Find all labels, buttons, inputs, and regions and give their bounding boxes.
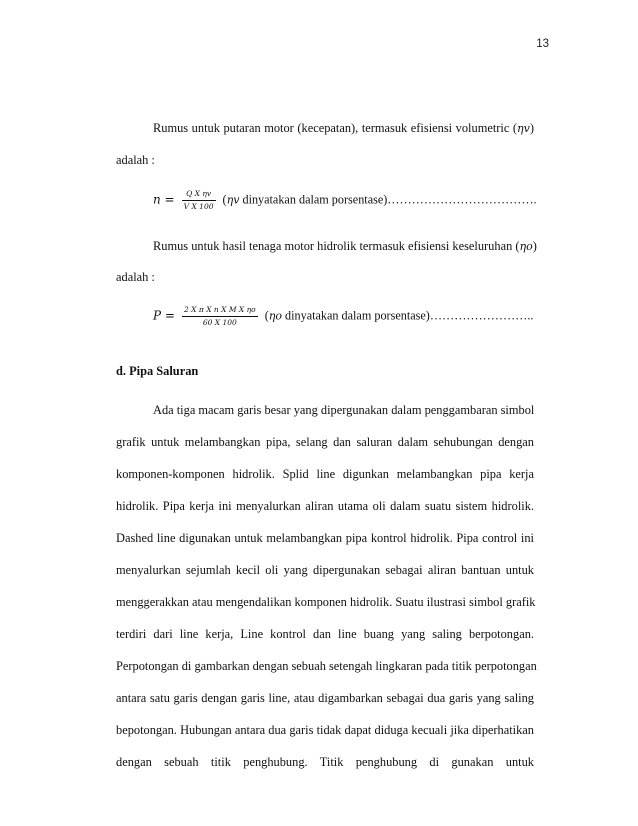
intro1-close: ) [529, 121, 534, 135]
eq2-lhs: P = [153, 308, 175, 323]
paragraph-line: menggerakkan atau mengendalikan komponen hidrolik. Suatu ilustrasi simbol grafik [116, 595, 536, 609]
equation-1 [153, 189, 537, 212]
paragraph-line: hidrolik. Pipa kerja ini menyalurkan aliran utama oli dalam suatu sistem hidrolik. [116, 499, 534, 513]
section-heading: d. Pipa Saluran [116, 364, 199, 378]
paragraph-line: bepotongan. Hubungan antara dua garis tidak dapat diduga kecuali jika diperhatikan [116, 723, 534, 737]
intro2-close: ) [532, 239, 537, 253]
page-number: 13 [536, 38, 549, 50]
eq1-note: dinyatakan dalam porsentase)………………………………. [242, 192, 537, 207]
eq1-numerator: Q X ηv [182, 189, 216, 201]
eq1-paren: ( [222, 192, 227, 207]
document-body [116, 0, 537, 826]
paragraph-line: dengan sebuah titik penghubung. Titik penghubung di gunakan untuk [116, 755, 534, 769]
eq2-denominator: 60 X 100 [202, 318, 237, 327]
eq2-note: dinyatakan dalam porsentase)…………………….. [285, 308, 534, 323]
paragraph-line: komponen-komponen hidrolik. Splid line digunkan melambangkan pipa kerja [116, 467, 534, 481]
intro2-line1 [116, 238, 537, 254]
eq1-lhs: n = [153, 192, 175, 207]
paragraph-line: antara satu garis dengan garis line, atau digambarkan sebagai dua garis yang saling [116, 691, 534, 705]
eq1-fraction [182, 189, 216, 212]
paragraph-line: grafik untuk melambangkan pipa, selang dan saluran dalam sehubungan dengan [116, 435, 534, 449]
eta-v-symbol: ηv [517, 122, 530, 135]
eq2-numerator: 2 X π X n X M X ηo [182, 305, 258, 317]
intro1-line2: adalah : [116, 153, 155, 167]
eq1-denominator: V X 100 [183, 202, 214, 211]
eta-o-symbol: ηo [519, 240, 533, 253]
paragraph-line: Dashed line digunakan untuk melambangkan pipa kontrol hidrolik. Pipa control ini [116, 531, 534, 545]
paragraph-line: menyalurkan sejumlah kecil oli yang dipergunakan sebagai aliran bantuan untuk [116, 563, 534, 577]
eq2-fraction [182, 305, 258, 328]
eq2-eta-symbol: ηo [268, 309, 282, 323]
paragraph-line: Ada tiga macam garis besar yang dipergunakan dalam penggambaran simbol [153, 403, 535, 417]
equation-2 [153, 305, 533, 328]
intro2-line2: adalah : [116, 270, 155, 284]
intro1-text: Rumus untuk putaran motor (kecepatan), termasuk efisiensi volumetric ( [153, 121, 518, 135]
paragraph-line: Perpotongan di gambarkan dengan sebuah setengah lingkaran pada titik perpotongan [116, 659, 537, 673]
intro1-line1 [116, 120, 534, 136]
eq2-paren: ( [264, 308, 269, 323]
intro2-text: Rumus untuk hasil tenaga motor hidrolik termasuk efisiensi keseluruhan ( [153, 239, 520, 253]
paragraph-line: terdiri dari line kerja, Line kontrol dan line buang yang saling berpotongan. [116, 627, 534, 641]
eq1-eta-symbol: ηv [226, 193, 240, 207]
